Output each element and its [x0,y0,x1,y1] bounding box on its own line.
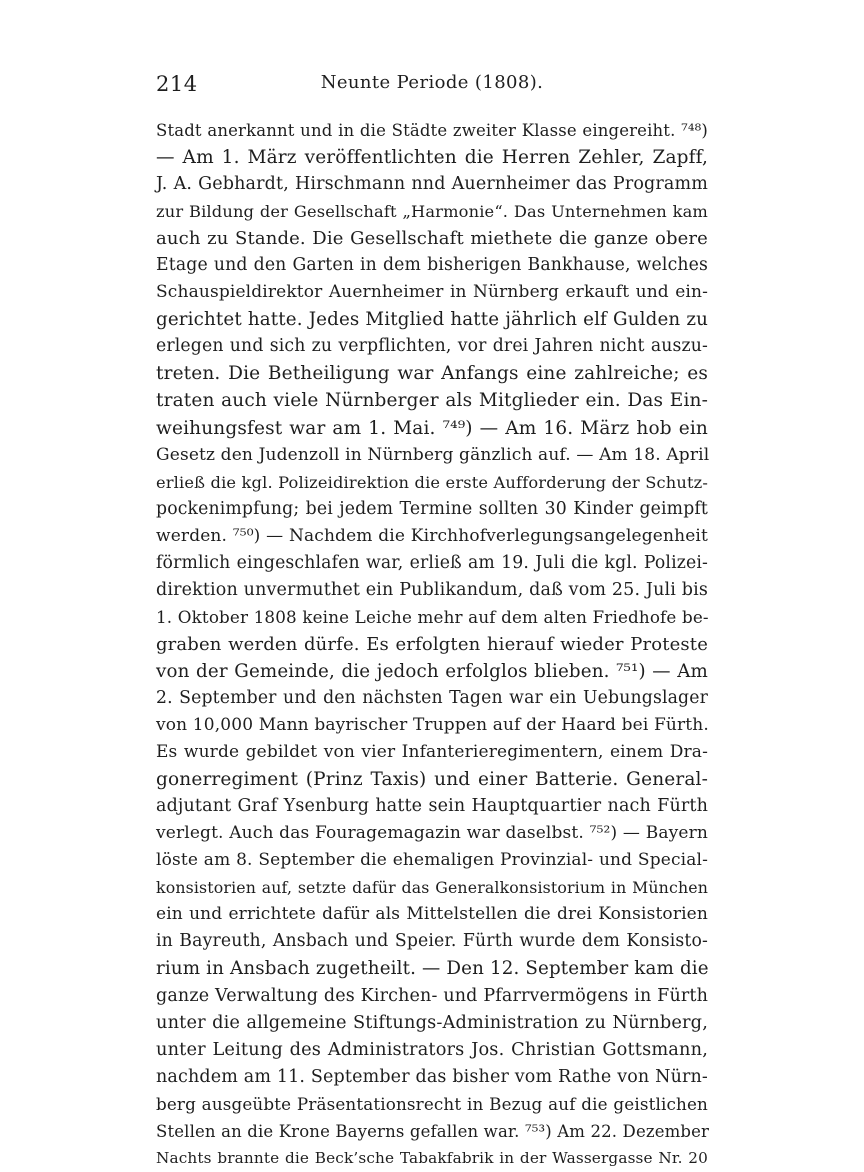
text-line: Gesetz den Judenzoll in Nürnberg gänzlich auf. — Am 18. April [156,444,710,465]
text-line: 2. September und den nächsten Tagen war ein Uebungslager [156,687,708,708]
text-line: berg ausgeübte Präsentationsrecht in Bezug auf die geistlichen [156,1093,708,1114]
text-line: adjutant Graf Ysenburg hatte sein Hauptquartier nach Fürth [156,796,708,817]
text-line: erließ die kgl. Polizeidirektion die erste Aufforderung der Schutz- [156,472,708,492]
text-line: erlegen und sich zu verpflichten, vor drei Jahren nicht auszu- [156,336,708,357]
text-line: ganze Verwaltung des Kirchen- und Pfarrvermögens in Fürth [156,985,708,1006]
text-line: nachdem am 11. September das bisher vom Rathe von Nürn- [156,1066,708,1087]
text-line: — Am 1. März veröffentlichten die Herren Zehler, Zapff, [156,147,708,169]
text-line: Es wurde gebildet von vier Infanterieregimentern, einem Dra- [156,742,708,763]
body-text [156,117,708,1172]
text-line: pockenimpfung; bei jedem Termine sollten 30 Kinder geimpft [156,498,708,519]
text-line: Schauspieldirektor Auernheimer in Nürnberg erkauft und ein- [156,282,708,303]
text-line: 1. Oktober 1808 keine Leiche mehr auf dem alten Friedhofe be- [156,606,709,627]
text-line: J. A. Gebhardt, Hirschmann nnd Auernheimer das Programm [156,174,708,195]
text-line: von der Gemeinde, die jedoch erfolglos blieben. ⁷⁵¹) — Am [156,660,708,682]
text-line: in Bayreuth, Ansbach und Speier. Fürth wurde dem Konsisto- [156,931,708,952]
text-line: zur Bildung der Gesellschaft „Harmonie“. Das Unternehmen kam [156,202,708,222]
text-line: rium in Ansbach zugetheilt. — Den 12. September kam die [156,958,709,980]
text-line: direktion unvermuthet ein Publikandum, daß vom 25. Juli bis [156,579,708,600]
page-number: 214 [156,72,198,96]
text-line: verlegt. Auch das Fouragemagazin war daselbst. ⁷⁵²) — Bayern [156,823,708,844]
text-line: graben werden dürfe. Es erfolgten hierauf wieder Proteste [156,633,708,655]
text-line: auch zu Stande. Die Gesellschaft miethete die ganze obere [156,228,708,250]
text-line: von 10,000 Mann bayrischer Truppen auf der Haard bei Fürth. [156,715,709,736]
text-line: löste am 8. September die ehemaligen Provinzial- und Special- [156,850,708,871]
text-line: Nachts brannte die Beck’sche Tabakfabrik in der Wassergasse Nr. 20 [156,1148,708,1167]
text-line: weihungsfest war am 1. Mai. ⁷⁴⁹) — Am 16. März hob ein [156,417,708,439]
text-line: ein und errichtete dafür als Mittelstellen die drei Konsistorien [156,904,708,925]
text-line: werden. ⁷⁵⁰) — Nachdem die Kirchhofverlegungsangelegenheit [156,525,708,546]
text-line: gonerregiment (Prinz Taxis) und einer Batterie. General- [156,769,708,791]
text-line: unter Leitung des Administrators Jos. Christian Gottsmann, [156,1039,708,1060]
text-line: förmlich eingeschlafen war, erließ am 19. Juli die kgl. Polizei- [156,552,708,573]
text-line: Stadt anerkannt und in die Städte zweiter Klasse eingereiht. ⁷⁴⁸) [156,121,708,140]
text-line: Stellen an die Krone Bayerns gefallen war. ⁷⁵³) Am 22. Dezember [156,1121,710,1141]
text-line: unter die allgemeine Stiftungs-Administration zu Nürnberg, [156,1012,708,1033]
text-line: konsistorien auf, setzte dafür das Generalkonsistorium in München [156,878,708,898]
running-head: Neunte Periode (1808). [320,72,544,93]
page-header [156,70,708,102]
text-line: treten. Die Betheiligung war Anfangs eine zahlreiche; es [156,363,708,385]
text-line: traten auch viele Nürnberger als Mitglieder ein. Das Ein- [156,390,708,412]
text-line: Etage und den Garten in dem bisherigen Bankhause, welches [156,255,708,276]
text-line: gerichtet hatte. Jedes Mitglied hatte jährlich elf Gulden zu [156,309,708,331]
